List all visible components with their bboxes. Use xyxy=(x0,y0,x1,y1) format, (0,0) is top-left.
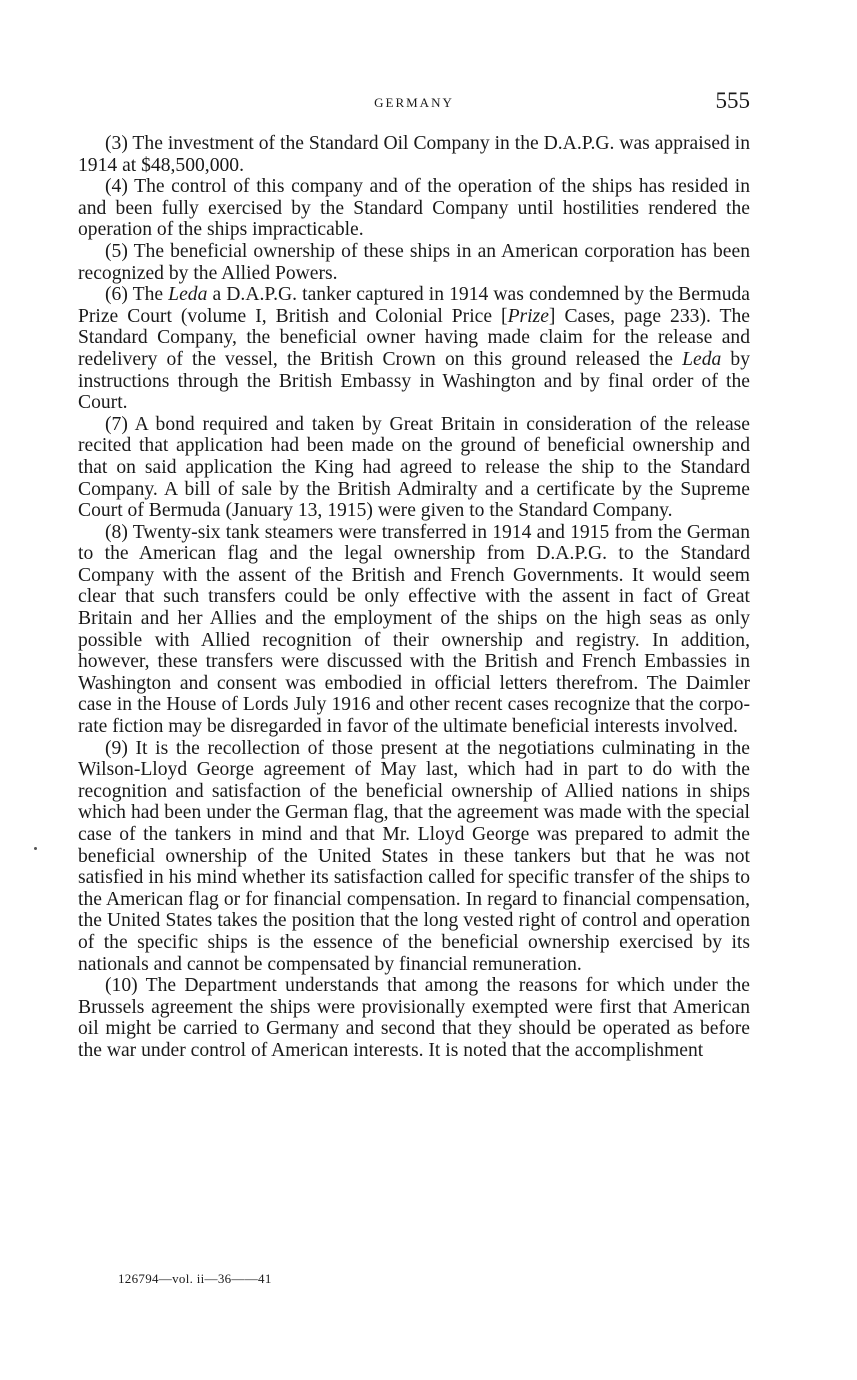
paragraph-9: (9) It is the recollection of those present at the negotiations culminating in the Wilson-Lloyd George agreement of May last, which had in part to do with the recognition and satisfaction of the beneficial ownership of Allied nations in ships which had been under the German flag, that the agreement was made with the special case of the tankers in mind and that Mr. Lloyd George was prepared to admit the beneficial ownership of the United States in these tankers but that he was not satisfied in his mind whether its satisfaction called for specific transfer of the ships to the American flag or for financial compensation. In regard to financial compensation, the United States takes the position that the long vested right of control and operation of the specific ships is the essence of the beneficial ownership exercised by its nationals and cannot be compensated by financial remuneration. xyxy=(78,737,750,975)
paragraph-5: (5) The beneficial ownership of these ships in an American corporation has been recognized by the Allied Powers. xyxy=(78,240,750,284)
paragraph-8: (8) Twenty-six tank steamers were transferred in 1914 and 1915 from the German to the American flag and the legal ownership from D.A.P.G. to the Standard Company with the assent of the British and French Governments. It would seem clear that such transfers could be only effective with the assent in fact of Great Britain and her Allies and the employment of the ships on the high seas as only possible with Allied recognition of their ownership and registry. In addition, however, these transfers were discussed with the British and French Embassies in Washington and consent was embodied in official letters therefrom. The Daimler case in the House of Lords July 1916 and other recent cases recognize that the corporate fiction may be disregarded in favor of the ultimate beneficial interests involved. xyxy=(78,521,750,738)
ship-name-leda: Leda xyxy=(168,284,208,306)
paragraph-6 xyxy=(78,284,750,414)
page-number: 555 xyxy=(715,88,750,113)
paragraph-3: (3) The investment of the Standard Oil Company in the D.A.P.G. was appraised in 1914 at $48,500,000. xyxy=(78,133,750,176)
prize-term: Prize xyxy=(507,305,549,327)
body-text xyxy=(78,133,750,1062)
page-header xyxy=(78,88,750,118)
paragraph-7: (7) A bond required and taken by Great Britain in consideration of the release recited that application had been made on the ground of beneficial ownership and that on said application the King had agreed to release the ship to the Standard Company. A bill of sale by the British Admiralty and a certificate by the Supreme Court of Bermuda (January 13, 1915) were given to the Standard Company. xyxy=(78,413,750,522)
paragraph-6-text: by instructions through the British Embassy in Washington and by final order of the Court. xyxy=(78,348,750,414)
paragraph-6-text: a D.A.P.G. tanker captured in 1914 was condemned by the Bermuda Prize Court (volume I, British and Colonial Price [ xyxy=(78,284,750,327)
printer-signature: 126794—vol. ii—36——41 xyxy=(118,1271,272,1286)
margin-mark xyxy=(34,847,37,850)
paragraph-10: (10) The Department understands that among the reasons for which under the Brussels agreement the ships were provisionally exempted were first that American oil might be carried to Germany and second that they should be operated as before the war under control of American interests. It is noted that the accomplishment xyxy=(78,975,750,1061)
paragraph-6-text: ] Cases, page 233). The Standard Company, the beneficial owner having made claim for the release and redelivery of the vessel, the British Crown on this ground released the xyxy=(78,305,750,370)
paragraph-6-text: (6) The xyxy=(105,284,169,306)
running-head: GERMANY xyxy=(374,95,454,110)
paragraph-4: (4) The control of this company and of the operation of the ships has resided in and been fully exercised by the Standard Company until hostilities rendered the operation of the ships impracticable. xyxy=(78,176,750,241)
ship-name-leda: Leda xyxy=(682,348,722,370)
